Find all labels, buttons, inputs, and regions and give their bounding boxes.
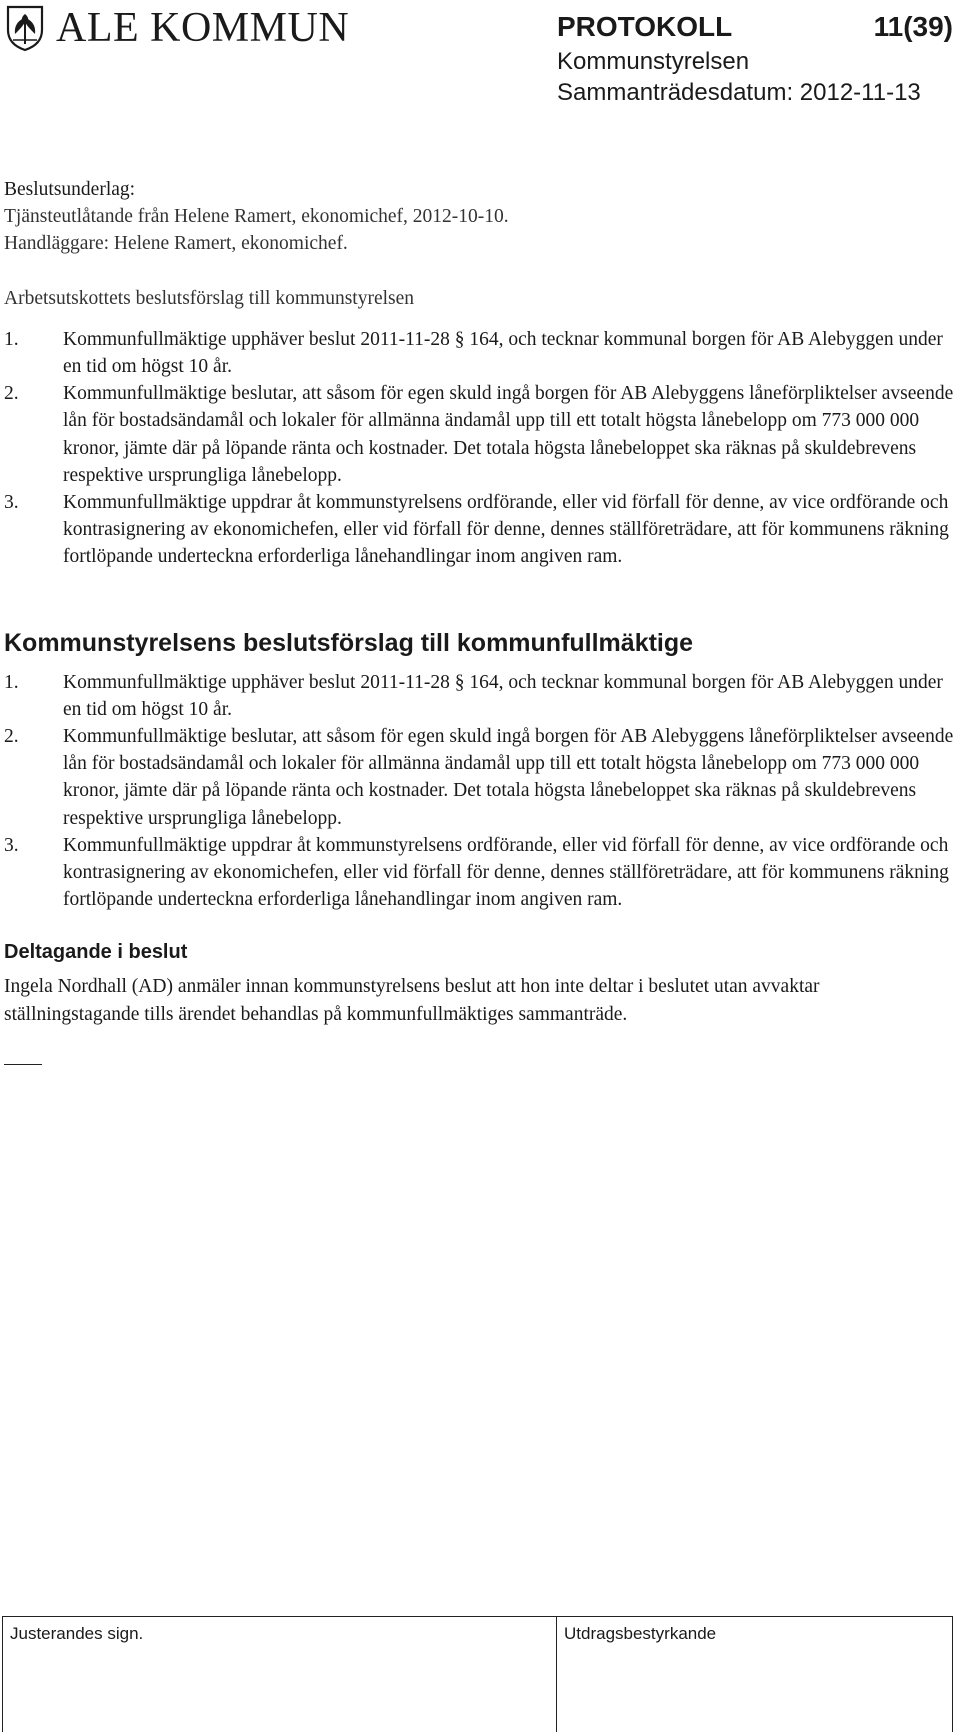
item-text: Kommunfullmäktige upphäver beslut 2011-11-28 § 164, och tecknar kommunal borgen för AB Alebyggen under en tid om högst 10 år.: [63, 328, 943, 378]
item-number: 1.: [4, 671, 19, 693]
au-proposal-list: [4, 326, 954, 571]
list-item: [4, 380, 954, 489]
list-item: [4, 489, 954, 571]
meeting-date: Sammanträdesdatum: 2012-11-13: [557, 79, 921, 106]
logo-wordmark: ALE KOMMUN: [56, 5, 350, 51]
basis-line: Handläggare: Helene Ramert, ekonomichef.: [4, 233, 348, 255]
item-number: 2.: [4, 383, 19, 405]
document-type: PROTOKOLL: [557, 11, 733, 42]
signature-footer: [2, 1616, 952, 1732]
au-proposal-title: Arbetsutskottets beslutsförslag till kommunstyrelsen: [4, 287, 415, 309]
participation-heading: Deltagande i beslut: [4, 941, 188, 964]
list-item: [4, 669, 954, 723]
item-number: 3.: [4, 834, 19, 856]
signature-label: Justerandes sign.: [10, 1624, 144, 1643]
ks-proposal-list: [4, 669, 954, 914]
basis-line: Tjänsteutlåtande från Helene Ramert, ekonomichef, 2012-10-10.: [4, 206, 509, 228]
list-item: [4, 326, 954, 380]
item-number: 1.: [4, 328, 19, 350]
certification-label: Utdragsbestyrkande: [564, 1624, 717, 1643]
list-item: [4, 832, 954, 914]
item-text: Kommunfullmäktige upphäver beslut 2011-11-28 § 164, och tecknar kommunal borgen för AB Alebyggen under en tid om högst 10 år.: [63, 671, 943, 720]
page-header: [0, 0, 960, 110]
item-number: 3.: [4, 492, 19, 514]
page-number: 11(39): [873, 11, 953, 42]
item-text: Kommunfullmäktige beslutar, att såsom för egen skuld ingå borgen för AB Alebyggens låneförpliktelser avseende lån för bostadsändamål och lokaler för allmänna ändamål upp till ett totalt högsta lånebelopp om 773 000 000 kronor, jämte där på löpande ränta och kostnader. Det totala högsta lånebeloppet ska räknas på skuldebrevens respektive ursprungliga lånebelopp.: [63, 726, 954, 829]
basis-title: Beslutsunderlag:: [4, 179, 136, 200]
list-item: [4, 723, 954, 832]
participation-text: Ingela Nordhall (AD) anmäler innan kommunstyrelsens beslut att hon inte deltar i beslutet utan avvaktar ställningstagande tills ärendet behandlas på kommunfullmäktiges sammanträde.: [4, 976, 820, 1025]
committee-name: Kommunstyrelsen: [557, 48, 750, 75]
item-text: Kommunfullmäktige uppdrar åt kommunstyrelsens ordförande, eller vid förfall för denne, av vice ordförande och kontrasignering av ekonomichefen, eller vid förfall för denne, dennes ställföreträdare, att för kommunens räkning fortlöpande underteckna erforderliga lånehandlingar inom angiven ram.: [63, 492, 949, 568]
ks-proposal-heading: Kommunstyrelsens beslutsförslag till kommunfullmäktige: [4, 628, 694, 657]
municipality-logo: [4, 4, 349, 52]
item-text: Kommunfullmäktige uppdrar åt kommunstyrelsens ordförande, eller vid förfall för denne, av vice ordförande och kontrasignering av ekonomichefen, eller vid förfall för denne, dennes ställföreträdare, att för kommunens räkning fortlöpande underteckna erforderliga lånehandlingar inom angiven ram.: [63, 834, 949, 911]
item-number: 2.: [4, 726, 19, 748]
header-meta: [557, 8, 953, 108]
item-text: Kommunfullmäktige beslutar, att såsom för egen skuld ingå borgen för AB Alebyggens låneförpliktelser avseende lån för bostadsändamål och lokaler för allmänna ändamål upp till ett totalt högsta lånebelopp om 773 000 000 kronor, jämte där på löpande ränta och kostnader. Det totala högsta lånebeloppet ska räknas på skuldebrevens respektive ursprungliga lånebelopp.: [63, 383, 954, 486]
end-rule: [4, 1064, 42, 1065]
ale-kommun-emblem-icon: [4, 4, 46, 52]
document-body: [4, 176, 954, 1065]
